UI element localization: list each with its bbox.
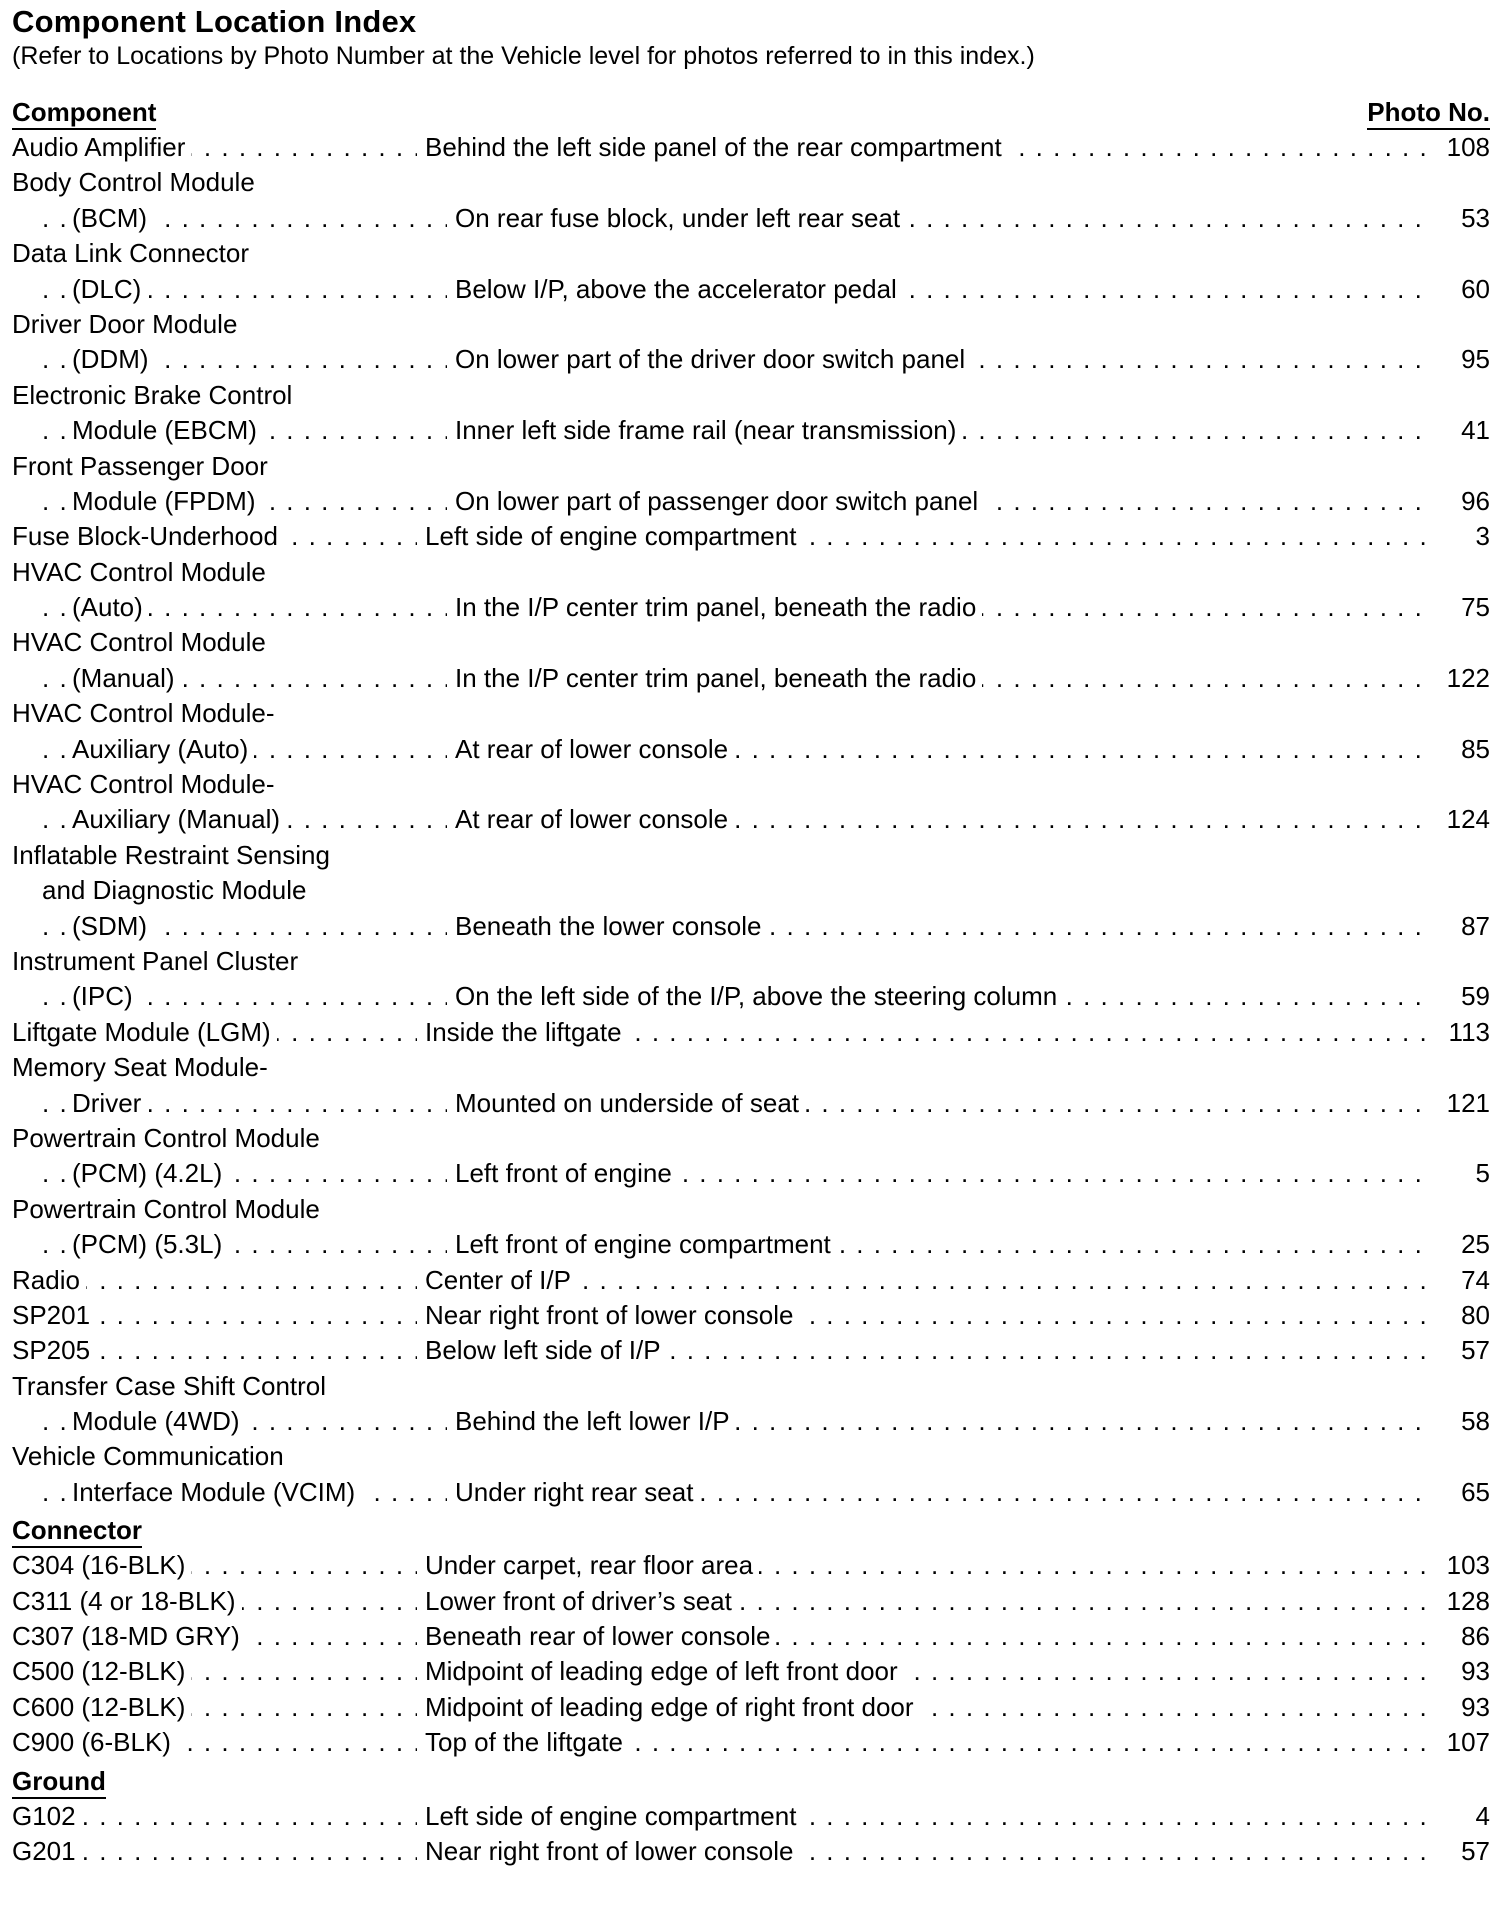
component-row — [12, 555, 1490, 626]
entry-location: Behind the left side panel of the rear compartment — [425, 132, 1008, 162]
entry-name-cell — [42, 484, 447, 519]
entry-name-line: Transfer Case Shift Control — [12, 1370, 327, 1401]
entry-name: (DDM) — [72, 344, 155, 374]
entry-location-cell — [455, 1227, 1428, 1262]
connector-title: Connector — [12, 1515, 142, 1548]
entry-name-line: Front Passenger Door — [12, 450, 268, 481]
entry-name-line: Data Link Connector — [12, 238, 250, 269]
entry-name-line: Instrument Panel Cluster — [12, 945, 299, 976]
page-title: Component Location Index — [12, 4, 417, 39]
entry-location: On lower part of the driver door switch panel — [455, 344, 971, 374]
entry-name: (Manual) — [72, 663, 181, 693]
entry-location-cell — [455, 413, 1428, 448]
connector-row — [12, 1584, 1490, 1619]
connector-row — [12, 1654, 1490, 1689]
connector-row — [12, 1548, 1490, 1583]
entry-name-cell — [42, 1475, 447, 1510]
entry-photo-number: 107 — [1428, 1725, 1490, 1760]
entry-name: Liftgate Module (LGM) — [12, 1017, 277, 1047]
entry-name: Radio — [12, 1265, 86, 1295]
entry-location-cell — [425, 1584, 1428, 1619]
entry-location-cell — [425, 1725, 1428, 1760]
component-row — [12, 378, 1490, 449]
entry-name: Module (4WD) — [72, 1406, 246, 1436]
entry-location: Left front of engine — [455, 1158, 678, 1188]
entry-name-cell — [42, 979, 447, 1014]
entry-location: On rear fuse block, under left rear seat — [455, 203, 906, 233]
component-row — [12, 130, 1490, 165]
entry-name-cell — [12, 1263, 417, 1298]
entry-location-cell — [425, 1799, 1428, 1834]
entry-location: Midpoint of leading edge of left front door — [425, 1656, 904, 1686]
entry-line — [12, 1156, 1490, 1191]
entry-photo-number: 3 — [1428, 519, 1490, 554]
component-row — [12, 236, 1490, 307]
entry-name: SP205 — [12, 1335, 96, 1365]
entry-name: G102 — [12, 1801, 82, 1831]
entry-photo-number: 5 — [1428, 1156, 1490, 1191]
connector-row — [12, 1725, 1490, 1760]
entry-line — [12, 1015, 1490, 1050]
entry-line — [12, 1475, 1490, 1510]
entry-name-cell — [12, 1799, 417, 1834]
entry-location: Mounted on underside of seat — [455, 1088, 805, 1118]
component-row — [12, 1015, 1490, 1050]
entry-line — [12, 661, 1490, 696]
entry-name: Interface Module (VCIM) — [72, 1477, 361, 1507]
entry-line — [12, 1298, 1490, 1333]
entry-name-cell — [12, 1548, 417, 1583]
entry-name-cell — [42, 802, 447, 837]
entry-line — [12, 802, 1490, 837]
entry-line — [12, 1834, 1490, 1869]
entry-location: On lower part of passenger door switch panel — [455, 486, 984, 516]
entry-photo-number: 57 — [1428, 1834, 1490, 1869]
entry-location: Under carpet, rear floor area — [425, 1550, 759, 1580]
entry-location: Inside the liftgate — [425, 1017, 628, 1047]
entry-line — [12, 1404, 1490, 1439]
component-row — [12, 1369, 1490, 1440]
entry-photo-number: 93 — [1428, 1654, 1490, 1689]
entry-photo-number: 80 — [1428, 1298, 1490, 1333]
entry-photo-number: 41 — [1428, 413, 1490, 448]
entry-name-cell — [42, 342, 447, 377]
entry-line — [12, 1333, 1490, 1368]
component-row — [12, 165, 1490, 236]
entry-location: In the I/P center trim panel, beneath the radio — [455, 663, 982, 693]
entry-line — [12, 130, 1490, 165]
component-row — [12, 519, 1490, 554]
component-row — [12, 696, 1490, 767]
entry-photo-number: 108 — [1428, 130, 1490, 165]
component-row — [12, 944, 1490, 1015]
entry-location: Below I/P, above the accelerator pedal — [455, 274, 903, 304]
entry-location-cell — [455, 1156, 1428, 1191]
entry-location-cell — [455, 590, 1428, 625]
entry-name-line: HVAC Control Module — [12, 627, 266, 658]
entry-location-cell — [425, 1333, 1428, 1368]
entry-name-cell — [12, 1333, 417, 1368]
photo-column-header: Photo No. — [1367, 97, 1490, 130]
entry-photo-number: 25 — [1428, 1227, 1490, 1262]
entry-location-cell — [425, 1834, 1428, 1869]
entry-name: Module (FPDM) — [72, 486, 261, 516]
component-row — [12, 1298, 1490, 1333]
entry-name-cell — [12, 1298, 417, 1333]
entry-line — [12, 484, 1490, 519]
entry-photo-number: 121 — [1428, 1086, 1490, 1121]
entry-name: C304 (16-BLK) — [12, 1550, 191, 1580]
entry-name-cell — [12, 1584, 417, 1619]
entry-photo-number: 95 — [1428, 342, 1490, 377]
connector-row — [12, 1619, 1490, 1654]
entry-line — [12, 1548, 1490, 1583]
entry-photo-number: 85 — [1428, 732, 1490, 767]
component-row — [12, 307, 1490, 378]
entry-name-cell — [42, 1156, 447, 1191]
entry-location-cell — [425, 1015, 1428, 1050]
entry-line — [12, 732, 1490, 767]
entry-name-line: Electronic Brake Control — [12, 379, 293, 410]
entry-name-line: Powertrain Control Module — [12, 1193, 320, 1224]
entry-location: In the I/P center trim panel, beneath the radio — [455, 592, 982, 622]
entry-location: Inner left side frame rail (near transmission) — [455, 415, 962, 445]
ground-row — [12, 1834, 1490, 1869]
entry-location-cell — [455, 1475, 1428, 1510]
entry-name: Auxiliary (Auto) — [72, 734, 254, 764]
entry-name: Fuse Block-Underhood — [12, 521, 284, 551]
entry-location-cell — [455, 661, 1428, 696]
entry-line — [12, 909, 1490, 944]
entry-location-cell — [455, 732, 1428, 767]
component-row — [12, 1121, 1490, 1192]
entry-line — [12, 272, 1490, 307]
entry-location-cell — [425, 1548, 1428, 1583]
entry-location: Left front of engine compartment — [455, 1229, 837, 1259]
entry-location: Below left side of I/P — [425, 1335, 667, 1365]
entry-name-cell — [42, 413, 447, 448]
entry-location: Beneath the lower console — [455, 911, 767, 941]
entry-line — [12, 1086, 1490, 1121]
entry-name-line: Vehicle Communication — [12, 1441, 284, 1472]
entry-location-cell — [455, 342, 1428, 377]
connector-section-header — [12, 1510, 1490, 1548]
component-row — [12, 838, 1490, 944]
entry-name: Driver — [72, 1088, 147, 1118]
component-column-header: Component — [12, 97, 156, 130]
entry-location: Under right rear seat — [455, 1477, 699, 1507]
entry-line — [12, 1263, 1490, 1298]
column-header-row — [12, 94, 1490, 130]
entry-name-cell — [42, 1086, 447, 1121]
entry-line — [12, 1619, 1490, 1654]
entry-photo-number: 59 — [1428, 979, 1490, 1014]
entry-name-cell — [42, 272, 447, 307]
entry-location: Near right front of lower console — [425, 1300, 800, 1330]
entry-name-line: Inflatable Restraint Sensing — [12, 839, 330, 870]
entry-name-line: Memory Seat Module- — [12, 1052, 268, 1083]
entry-location-cell — [455, 979, 1428, 1014]
entry-name-cell — [42, 590, 447, 625]
entry-name-line: and Diagnostic Module — [42, 875, 307, 906]
connectors-list — [12, 1548, 1490, 1760]
entry-name-cell — [12, 1834, 417, 1869]
entry-line — [12, 979, 1490, 1014]
entry-name: (PCM) (4.2L) — [72, 1158, 228, 1188]
entry-location-cell — [425, 1690, 1428, 1725]
component-row — [12, 1192, 1490, 1263]
entry-line — [12, 342, 1490, 377]
grounds-list — [12, 1799, 1490, 1870]
entry-photo-number: 122 — [1428, 661, 1490, 696]
entry-name: C600 (12-BLK) — [12, 1692, 191, 1722]
entry-location-cell — [425, 1619, 1428, 1654]
entry-photo-number: 96 — [1428, 484, 1490, 519]
entry-line — [12, 1725, 1490, 1760]
entry-location: Top of the liftgate — [425, 1727, 629, 1757]
entry-location-cell — [455, 484, 1428, 519]
components-list — [12, 130, 1490, 1510]
entry-location-cell — [455, 201, 1428, 236]
entry-location-cell — [425, 1654, 1428, 1689]
entry-location: Behind the left lower I/P — [455, 1406, 736, 1436]
entry-location: Near right front of lower console — [425, 1836, 800, 1866]
entry-location: Left side of engine compartment — [425, 521, 802, 551]
entry-photo-number: 53 — [1428, 201, 1490, 236]
entry-location: Lower front of driver’s seat — [425, 1586, 738, 1616]
entry-line — [12, 413, 1490, 448]
entry-line — [12, 1584, 1490, 1619]
page-subtitle: (Refer to Locations by Photo Number at the Vehicle level for photos referred to in this index.) — [12, 42, 1035, 70]
entry-location: Center of I/P — [425, 1265, 577, 1295]
entry-photo-number: 57 — [1428, 1333, 1490, 1368]
entry-name: (IPC) — [72, 981, 139, 1011]
entry-photo-number: 74 — [1428, 1263, 1490, 1298]
entry-line — [12, 1799, 1490, 1834]
entry-name: (BCM) — [72, 203, 153, 233]
entry-name: (SDM) — [72, 911, 153, 941]
entry-name: Module (EBCM) — [72, 415, 263, 445]
entry-name: Audio Amplifier — [12, 132, 191, 162]
entry-name: G201 — [12, 1836, 82, 1866]
entry-location: On the left side of the I/P, above the steering column — [455, 981, 1063, 1011]
entry-photo-number: 103 — [1428, 1548, 1490, 1583]
entry-photo-number: 65 — [1428, 1475, 1490, 1510]
entry-photo-number: 93 — [1428, 1690, 1490, 1725]
entry-name-line: Driver Door Module — [12, 308, 238, 339]
entry-location-cell — [455, 1404, 1428, 1439]
entry-name-cell — [42, 1404, 447, 1439]
connector-row — [12, 1690, 1490, 1725]
entry-location: Left side of engine compartment — [425, 1801, 802, 1831]
entry-name-line: HVAC Control Module — [12, 556, 266, 587]
component-row — [12, 449, 1490, 520]
entry-name: Auxiliary (Manual) — [72, 804, 286, 834]
entry-photo-number: 124 — [1428, 802, 1490, 837]
entry-name-cell — [42, 909, 447, 944]
entry-location-cell — [425, 130, 1428, 165]
entry-name-cell — [12, 1619, 417, 1654]
component-row — [12, 1263, 1490, 1298]
entry-location-cell — [455, 1086, 1428, 1121]
entry-name: (DLC) — [72, 274, 147, 304]
entry-name: (PCM) (5.3L) — [72, 1229, 228, 1259]
component-row — [12, 1439, 1490, 1510]
entry-name-cell — [12, 130, 417, 165]
entry-photo-number: 4 — [1428, 1799, 1490, 1834]
entry-location-cell — [425, 519, 1428, 554]
entry-photo-number: 128 — [1428, 1584, 1490, 1619]
entry-name-cell — [42, 1227, 447, 1262]
component-row — [12, 767, 1490, 838]
entry-name-line: Powertrain Control Module — [12, 1122, 320, 1153]
entry-name: C900 (6-BLK) — [12, 1727, 177, 1757]
entry-line — [12, 1690, 1490, 1725]
entry-name-cell — [12, 1725, 417, 1760]
entry-photo-number: 86 — [1428, 1619, 1490, 1654]
entry-name-line: Body Control Module — [12, 167, 255, 198]
entry-location-cell — [425, 1298, 1428, 1333]
ground-row — [12, 1799, 1490, 1834]
entry-name: SP201 — [12, 1300, 96, 1330]
entry-name-cell — [42, 661, 447, 696]
entry-name: (Auto) — [72, 592, 149, 622]
entry-photo-number: 113 — [1428, 1015, 1490, 1050]
entry-name-cell — [12, 1654, 417, 1689]
entry-photo-number: 58 — [1428, 1404, 1490, 1439]
component-row — [12, 625, 1490, 696]
entry-line — [12, 590, 1490, 625]
entry-name: C311 (4 or 18-BLK) — [12, 1586, 242, 1616]
entry-line — [12, 201, 1490, 236]
entry-name-cell — [12, 519, 417, 554]
entry-location: Beneath rear of lower console — [425, 1621, 776, 1651]
entry-name-cell — [42, 201, 447, 236]
component-row — [12, 1333, 1490, 1368]
entry-location: Midpoint of leading edge of right front door — [425, 1692, 920, 1722]
entry-photo-number: 60 — [1428, 272, 1490, 307]
entry-name-line: HVAC Control Module- — [12, 769, 275, 800]
entry-location: At rear of lower console — [455, 734, 734, 764]
entry-name-line: HVAC Control Module- — [12, 698, 275, 729]
entry-location-cell — [455, 272, 1428, 307]
entry-location-cell — [455, 802, 1428, 837]
entry-line — [12, 519, 1490, 554]
entry-photo-number: 75 — [1428, 590, 1490, 625]
ground-section-header — [12, 1761, 1490, 1799]
component-row — [12, 1050, 1490, 1121]
ground-title: Ground — [12, 1766, 106, 1799]
entry-name: C307 (18-MD GRY) — [12, 1621, 246, 1651]
entry-name-cell — [42, 732, 447, 767]
entry-name-cell — [12, 1690, 417, 1725]
entry-name: C500 (12-BLK) — [12, 1656, 191, 1686]
entry-line — [12, 1654, 1490, 1689]
entry-location-cell — [425, 1263, 1428, 1298]
entry-name-cell — [12, 1015, 417, 1050]
entry-photo-number: 87 — [1428, 909, 1490, 944]
entry-location-cell — [455, 909, 1428, 944]
entry-line — [12, 1227, 1490, 1262]
entry-location: At rear of lower console — [455, 804, 734, 834]
